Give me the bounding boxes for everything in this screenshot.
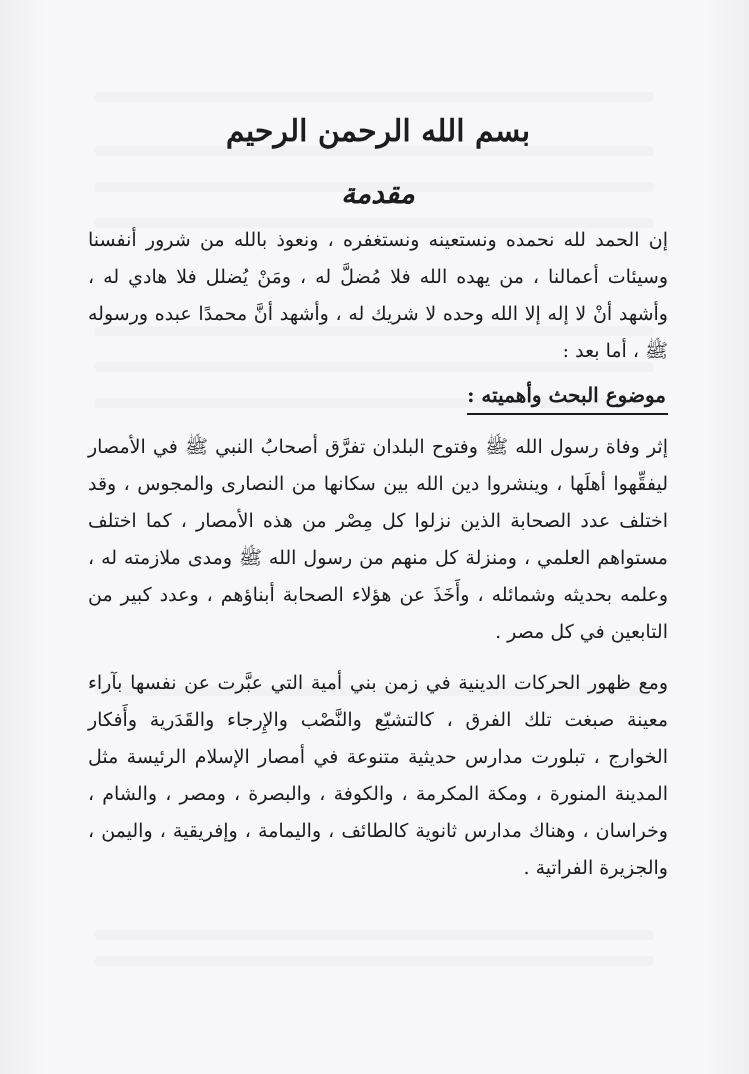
bleed-through-mark — [95, 92, 654, 102]
page-content — [88, 108, 668, 887]
section-heading-wrapper — [88, 370, 668, 415]
bleed-through-mark — [95, 956, 654, 966]
bleed-through-mark — [95, 930, 654, 940]
section-heading: موضوع البحث وأهميته : — [467, 380, 668, 415]
intro-paragraph: إن الحمد لله نحمده ونستعينه ونستغفره ، ونعوذ بالله من شرور أنفسنا وسيئات أعمالنا ، من يهده الله فلا مُضلَّ له ، ومَنْ يُضلل فلا هادي له ، وأشهد أنْ لا إله إلا الله وحده لا شريك له ، وأشهد أنَّ محمدًا عبده ورسوله ﷺ ، أما بعد : — [88, 229, 668, 362]
body-paragraph-2: ومع ظهور الحركات الدينية في زمن بني أمية التي عبَّرت عن نفسها بآراء معينة صبغت تلك الفرق ، كالتشيّع والنَّصْب والإِرجاء والقَدَرية وأَفكار الخوارج ، تبلورت مدارس حديثية متنوعة في أمصار الإسلام الرئيسة مثل المدينة المنورة ، ومكة المكرمة ، والكوفة ، والبصرة ، ومصر ، والشام ، وخراسان ، وهناك مدارس ثانوية كالطائف ، واليمامة ، وإفريقية ، واليمن ، والجزيرة الفراتية . — [88, 672, 668, 879]
page-title: مقدمة — [341, 177, 415, 210]
basmala-heading: بسم الله الرحمن الرحيم — [225, 114, 531, 149]
body-paragraph-1: إثر وفاة رسول الله ﷺ وفتوح البلدان تفرَّق أصحابُ النبي ﷺ في الأمصار ليفقِّهوا أهلَها ، وينشروا دين الله بين سكانها من النصارى والمجوس ، وقد اختلف عدد الصحابة الذين نزلوا كل مِصْر من هذه الأمصار ، كما اختلف مستواهم العلمي ، ومنزلة كل منهم من رسول الله ﷺ ومدى ملازمته له ، وعلمه بحديثه وشمائله ، وأَخَذَ عن هؤلاء الصحابة أبناؤهم ، وعدد كبير من التابعين في كل مصر . — [88, 436, 668, 643]
